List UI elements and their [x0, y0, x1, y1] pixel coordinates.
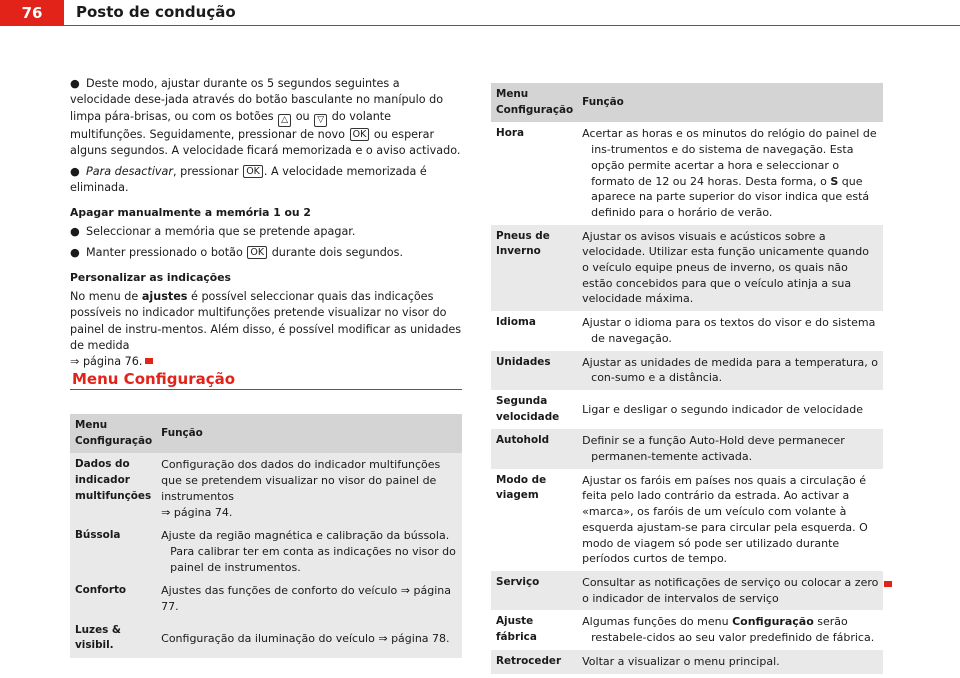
row-value: Configuração da iluminação do veículo ⇒ página 78.: [156, 619, 462, 658]
table-row: [491, 571, 883, 610]
paragraph: No menu de ajustes é possível seleccionar quais das indicações possíveis no indicador multifunções pretende visualizar no visor do painel de instru-mentos. Além disso, é possível modificar as unidades de medida ⇒ página 76.: [70, 289, 462, 369]
table-row: [491, 469, 883, 571]
column-header-menu: Menu Configuração: [70, 414, 156, 453]
row-value: Ligar e desligar o segundo indicador de velocidade: [577, 390, 883, 429]
column-header-menu: Menu Configuração: [491, 83, 577, 122]
menu-table-left: [70, 414, 462, 658]
row-key: Retroceder: [491, 650, 577, 674]
arrow-icon: ⇒: [70, 355, 80, 369]
row-value: Acertar as horas e os minutos do relógio do painel de ins-trumentos e do sistema de navegação. Esta opção permite acertar a hora e seleccionar o formato de 12 ou 24 horas. Desta forma, o S que aparece na parte superior do visor indica que está definido para o horário de verão.: [577, 122, 883, 224]
page-reference-link[interactable]: página 74.: [173, 505, 233, 519]
end-marker-icon: [884, 581, 892, 587]
table-header-row: [491, 83, 883, 122]
row-value: Ajuste da região magnética e calibração da bússola. Para calibrar ter em conta as indicações no visor do painel de instrumentos.: [156, 524, 462, 579]
row-value: Configuração dos dados do indicador multifunções que se pretendem visualizar no visor do painel de instrumentos ⇒ página 74.: [156, 453, 462, 524]
row-key: Autohold: [491, 429, 577, 468]
row-value: Voltar a visualizar o menu principal.: [577, 650, 883, 674]
bullet-icon: ●: [70, 165, 80, 179]
row-value: Definir se a função Auto-Hold deve permanecer permanen-temente activada.: [577, 429, 883, 468]
bullet-item: ● Seleccionar a memória que se pretende apagar.: [70, 224, 462, 240]
row-key: Pneus de Inverno: [491, 225, 577, 312]
arrow-icon: ⇒: [378, 631, 388, 645]
ok-button-icon: OK: [243, 165, 263, 178]
row-key: Luzes & visibil.: [70, 619, 156, 658]
arrow-icon: ⇒: [161, 505, 171, 519]
row-key: Bússola: [70, 524, 156, 579]
page-reference-link[interactable]: página 77.: [161, 584, 451, 614]
table-row: [70, 619, 462, 658]
table-row: [491, 650, 883, 674]
bullet-item: ● Deste modo, ajustar durante os 5 segundos seguintes a velocidade dese-jada através do botão basculante no manípulo do limpa pára-brisas, ou com os botões △ ou ▽ do volante multifunções. Seguidamente, pressionar de novo OK ou esperar alguns segundos. A velocidade ficará memorizada e o aviso activado.: [70, 77, 461, 157]
table-row: [491, 225, 883, 312]
bullet-item: ● Manter pressionado o botão OK durante dois segundos.: [70, 245, 462, 261]
left-column: [70, 76, 462, 374]
page-reference-link[interactable]: página 78.: [391, 631, 450, 645]
bullet-icon: ●: [70, 77, 80, 90]
row-value: Ajustar os faróis em países nos quais a circulação é feita pelo lado contrário da estrada. Ao activar a «marca», os faróis de um veículo com volante à esquerda ajustam-se para circular pela esquerda. O modo de viagem só pode ser utilizado durante períodos curtos de tempo.: [577, 469, 883, 571]
menu-table-right: [491, 83, 883, 674]
row-key: Ajuste fábrica: [491, 610, 577, 649]
row-value: Ajustar o idioma para os textos do visor e do sistema de navegação.: [577, 311, 883, 350]
bullet-icon: ●: [70, 246, 80, 260]
column-header-function: Função: [577, 83, 883, 122]
page-reference-link[interactable]: página 76.: [82, 355, 143, 369]
table-row: [491, 390, 883, 429]
bullet-icon: ●: [70, 225, 80, 239]
row-key: Segunda velocidade: [491, 390, 577, 429]
table-row: [491, 311, 883, 350]
row-key: Hora: [491, 122, 577, 224]
row-value: Algumas funções do menu Configuração serão restabele-cidos ao seu valor predefinido de fábrica.: [577, 610, 883, 649]
arrow-icon: ⇒: [400, 584, 410, 598]
subheading: Apagar manualmente a memória 1 ou 2: [70, 205, 311, 219]
row-key: Idioma: [491, 311, 577, 350]
row-key: Serviço: [491, 571, 577, 610]
ok-button-icon: OK: [350, 128, 370, 141]
table-row: [70, 524, 462, 579]
ok-button-icon: OK: [247, 246, 267, 259]
row-value: Ajustes das funções de conforto do veículo ⇒ página 77.: [156, 579, 462, 618]
row-key: Unidades: [491, 351, 577, 390]
bullet-item: ● Para desactivar, pressionar OK . A velocidade memorizada é eliminada.: [70, 165, 427, 195]
page-number: 76: [0, 0, 64, 26]
up-button-icon: △: [278, 114, 291, 127]
table-row: [70, 453, 462, 524]
table-row: [491, 610, 883, 649]
table-row: [70, 579, 462, 618]
row-value: Ajustar os avisos visuais e acústicos sobre a velocidade. Utilizar esta função unicamente quando o veículo equipe pneus de inverno, os quais não estão concebidos para que o veículo atinja a sua velocidade máxima.: [577, 225, 883, 312]
row-key: Conforto: [70, 579, 156, 618]
table-row: [491, 122, 883, 224]
table-row: [491, 429, 883, 468]
down-button-icon: ▽: [314, 114, 327, 127]
table-header-row: [70, 414, 462, 453]
row-key: Modo de viagem: [491, 469, 577, 571]
section-rule: [70, 389, 462, 390]
row-key: Dados do indicador multifunções: [70, 453, 156, 524]
end-marker-icon: [145, 358, 153, 364]
section-title: Menu Configuração: [72, 370, 236, 388]
column-header-function: Função: [156, 414, 462, 453]
chapter-title: Posto de condução: [76, 3, 236, 21]
table-row: [491, 351, 883, 390]
header-rule: [64, 25, 960, 26]
row-value: Consultar as notificações de serviço ou colocar a zero o indicador de intervalos de serviço: [577, 571, 883, 610]
subheading: Personalizar as indicações: [70, 270, 231, 284]
row-value: Ajustar as unidades de medida para a temperatura, o con-sumo e a distância.: [577, 351, 883, 390]
